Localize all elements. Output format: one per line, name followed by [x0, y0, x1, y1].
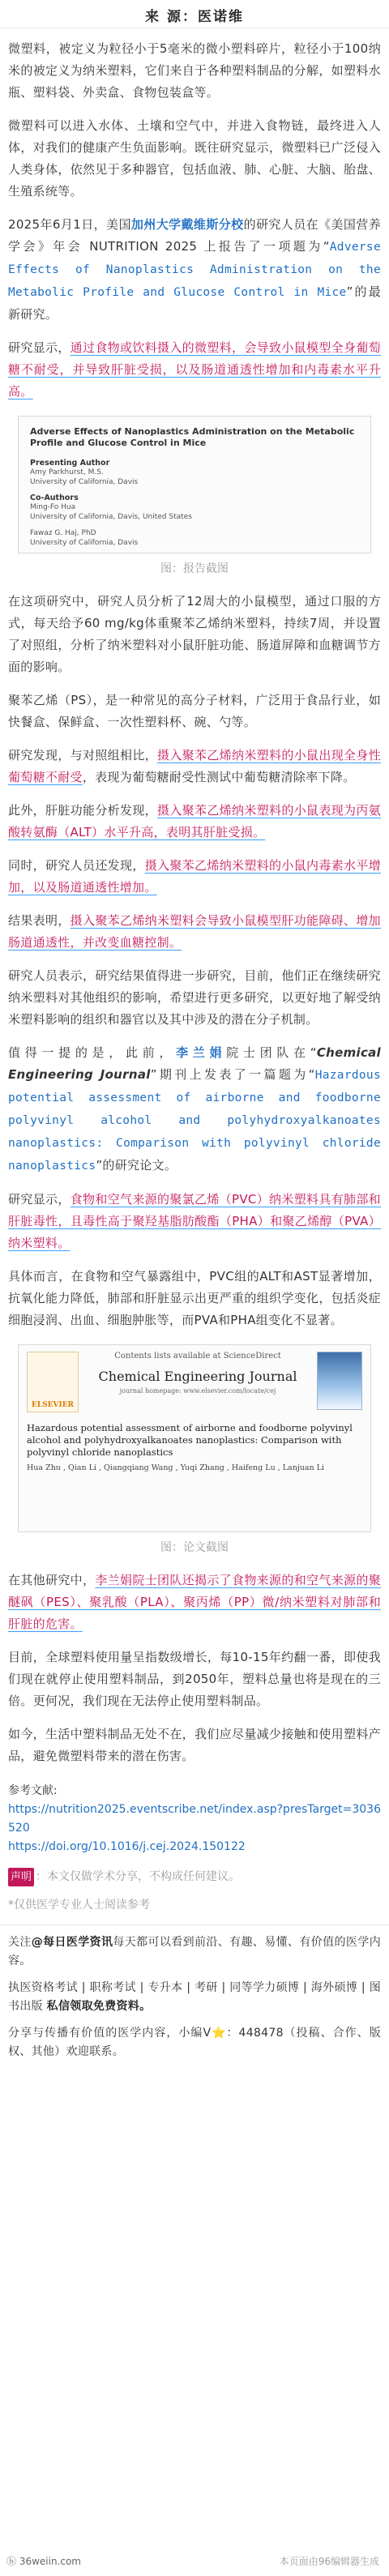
paragraph-14: 具体而言，在食物和空气暴露组中，PVC组的ALT和AST显著增加，抗氧化能力降低，肺部和肝脏显示出更严重的组织学变化，包括炎症细胞浸润、出血、细胞肿胀等，而PVA和PHA组变化不显著。	[8, 1269, 381, 1327]
presenting-author-name: Amy Parkhurst, M.S.	[30, 468, 104, 476]
disclaimer: 声明 ：本文仅做学术分享，不构成任何建议。	[8, 1868, 381, 1886]
paper-screenshot	[18, 1344, 371, 1532]
disclaimer-badge: 声明	[8, 1868, 34, 1886]
paragraph-13: 研究显示，食物和空气来源的聚氯乙烯（PVC）纳米塑料具有肺部和肝脏毒性，且毒性高于聚羟基脂肪酸酯（PHA）和聚乙烯醇（PVA）纳米塑料。	[8, 1192, 381, 1250]
paragraph-10: 结果表明，摄入聚苯乙烯纳米塑料会导致小鼠模型肝功能障碍、增加肠道通透性，并改变血糖控制。	[8, 913, 381, 950]
presenting-author-aff: University of California, Davis	[30, 478, 139, 486]
contents-line: Contents lists available at ScienceDirect	[114, 1352, 281, 1361]
highlight-finding-5: 摄入聚苯乙烯纳米塑料会导致小鼠模型肝功能障碍、增加肠道通透性，并改变血糖控制。	[8, 913, 381, 950]
university-link: 加州大学戴维斯分校	[130, 217, 244, 232]
highlight-finding-3: 摄入聚苯乙烯纳米塑料的小鼠表现为丙氨酸转氨酶（ALT）水平升高，表明其肝脏受损。	[8, 803, 381, 839]
presenting-author-label: Presenting Author	[30, 459, 110, 468]
reference-link-1[interactable]: https://nutrition2025.eventscribe.net/index.asp?presTarget=3036520	[8, 1803, 381, 1835]
journal-cover-image	[317, 1352, 362, 1410]
paper-title: Hazardous potential assessment of airborne and foodborne polyvinyl alcohol and polyhydroxyalkanoates nanoplastics: Comparison with polyvinyl chloride nanoplastics	[8, 1069, 381, 1173]
free-material-cta[interactable]: 私信领取免费资料。	[46, 2000, 152, 2013]
coauthor1-name: Ming-Fo Hua	[30, 503, 76, 511]
report-screenshot	[18, 416, 371, 553]
journal-homepage: journal homepage: www.elsevier.com/locate/cej	[119, 1387, 276, 1395]
paragraph-15: 在其他研究中，李兰娟院士团队还揭示了食物来源的和空气来源的聚醚砜（PES）、聚乳酸（PLA）、聚丙烯（PP）微/纳米塑料对肺部和肝脏的危害。	[8, 1573, 381, 1631]
professional-note: *仅供医学专业人士阅读参考	[8, 1899, 150, 1912]
paragraph-4: 研究显示，通过食物或饮料摄入的微塑料，会导致小鼠模型全身葡萄糖不耐受，并导致肝脏受损，以及肠道通透性增加和内毒素水平升高。	[8, 340, 381, 399]
source-header: 来 源：医诺维	[145, 9, 244, 25]
journal-title: Chemical Engineering Journal	[98, 1369, 297, 1384]
promo-follow: 关注@每日医学资讯每天都可以看到前沿、有趣、易懂、有价值的医学内容。	[8, 1936, 381, 1967]
coauthor2-name: Fawaz G. Haj, PhD	[30, 529, 96, 537]
paragraph-5: 在这项研究中，研究人员分析了12周大的小鼠模型，通过口服的方式，每天给予60 mg/kg体重聚苯乙烯纳米塑料，持续7周，并设置了对照组，分析了纳米塑料对小鼠肝脏功能、肠道屏障和血糖调节方面的影响。	[8, 594, 381, 674]
editor-credit: 本页面由96编辑器生成	[279, 2556, 379, 2567]
paragraph-1: 微塑料，被定义为粒径小于5毫米的微小塑料碎片，粒径小于100纳米的被定义为纳米塑料，它们来自于各种塑料制品的分解，如塑料水瓶、塑料袋、外卖盒、食物包装盒等。	[8, 41, 381, 100]
elsevier-logo: ELSEVIER	[27, 1352, 79, 1412]
coauthors-label: Co-Authors	[30, 493, 79, 502]
coauthor1-aff: University of California, Davis, United States	[30, 513, 192, 521]
highlight-finding-2: 摄入聚苯乙烯纳米塑料的小鼠出现全身性葡萄糖不耐受	[8, 748, 381, 784]
paragraph-8: 此外，肝脏功能分析发现，摄入聚苯乙烯纳米塑料的小鼠表现为丙氨酸转氨酶（ALT）水平升高，表明其肝脏受损。	[8, 803, 381, 839]
paragraph-3: 2025年6月1日，美国加州大学戴维斯分校的研究人员在《美国营养学会》年会 NUTRITION 2025 上报告了一项题为“Adverse Effects of Nanoplastics Administration on the Metabolic Profile and Glucose Control in Mice”的最新研究。	[8, 217, 381, 322]
paragraph-11: 研究人员表示，研究结果值得进一步研究，目前，他们正在继续研究纳米塑料对其他组织的影响，希望进行更多研究，以更好地了解受纳米塑料影响的组织和器官以及其中涉及的潜在分子机制。	[8, 968, 381, 1027]
promo-services: 执医资格考试 | 职称考试 | 专升本 | 考研 | 同等学力硕博 | 海外硕博 | 图书出版 私信领取免费资料。	[8, 1981, 381, 2013]
paper-authors: Hua Zhu , Qian Li , Qiangqiang Wang , Yuqi Zhang , Haifeng Lu , Lanjuan Li	[27, 1463, 325, 1472]
paragraph-9: 同时，研究人员还发现，摄入聚苯乙烯纳米塑料的小鼠内毒素水平增加，以及肠道通透性增加。	[8, 858, 382, 895]
paragraph-6: 聚苯乙烯（PS），是一种常见的高分子材料，广泛用于食品行业，如快餐盒、保鲜盒、一次性塑料杯、碗、勺等。	[8, 693, 381, 729]
journal-name: Chemical Engineering Journal	[8, 1045, 381, 1082]
figure2-caption: 图：论文截图	[160, 1541, 229, 1554]
paragraph-7: 研究发现，与对照组相比，摄入聚苯乙烯纳米塑料的小鼠出现全身性葡萄糖不耐受，表现为葡萄糖耐受性测试中葡萄糖清除率下降。	[8, 748, 381, 784]
paragraph-16: 目前，全球塑料使用量呈指数级增长，每10-15年约翻一番，即使我们现在就停止使用塑料制品，到2050年，塑料总量也将是现在的三倍。更何况，我们现在无法停止使用塑料制品。	[8, 1650, 381, 1708]
paragraph-17: 如今，生活中塑料制品无处不在，我们应尽量减少接触和使用塑料产品，避免微塑料带来的潜在伤害。	[8, 1727, 381, 1763]
highlight-finding-1: 通过食物或饮料摄入的微塑料，会导致小鼠模型全身葡萄糖不耐受，并导致肝脏受损，以及肠道通透性增加和内毒素水平升高。	[8, 340, 381, 399]
account-handle[interactable]: @每日医学资讯	[31, 1936, 113, 1949]
highlight-finding-4: 摄入聚苯乙烯纳米塑料的小鼠内毒素水平增加，以及肠道通透性增加。	[8, 858, 382, 895]
paragraph-12: 值得一提的是，此前，李兰娟院士团队在“Chemical Engineering Journal”期刊上发表了一篇题为“Hazardous potential assessment of airborne and foodborne polyvinyl alcohol and polyhydroxyalkanoates nanoplastics: Comparison with polyvinyl chloride nanoplastics”的研究论文。	[8, 1045, 381, 1173]
references-label: 参考文献:	[8, 1784, 58, 1797]
highlight-finding-6: 食物和空气来源的聚氯乙烯（PVC）纳米塑料具有肺部和肝脏毒性，且毒性高于聚羟基脂肪酸酯（PHA）和聚乙烯醇（PVA）纳米塑料。	[8, 1192, 381, 1250]
figure1-caption: 图：报告截图	[160, 562, 229, 575]
paragraph-2: 微塑料可以进入水体、土壤和空气中，并进入食物链，最终进入人体，对我们的健康产生负面影响。既往研究显示，微塑料已广泛侵入人类身体，依然见于多种器官，包括血液、肺、心脏、大脑、胎盘、生殖系统等。	[8, 118, 381, 199]
highlight-finding-7: 李兰娟院士团队还揭示了食物来源的和空气来源的聚醚砜（PES）、聚乳酸（PLA）、聚丙烯（PP）微/纳米塑料对肺部和肝脏的危害。	[8, 1573, 381, 1631]
coauthor2-aff: University of California, Davis	[30, 539, 139, 547]
report-title: Adverse Effects of Nanoplastics Administration on the Metabolic Profile and Glucose Control in Mice	[30, 426, 355, 448]
promo-contact: 分享与传播有价值的医学内容，小编V⭐：448478（投稿、合作、版权、其他）欢迎联系。	[8, 2027, 381, 2058]
academician-name: 李兰娟	[176, 1045, 227, 1060]
study-title: Adverse Effects of Nanoplastics Administration on the Metabolic Profile and Glucose Control in Mice	[8, 241, 381, 299]
site-watermark: ⓑ 36weiin.com	[6, 2556, 81, 2567]
reference-link-2[interactable]: https://doi.org/10.1016/j.cej.2024.150122	[8, 1840, 246, 1853]
paper-title-figure: Hazardous potential assessment of airborne and foodborne polyvinyl alcohol and polyhydroxyalkanoates nanoplastics: Comparison with polyvinyl chloride nanoplastics	[27, 1422, 353, 1458]
